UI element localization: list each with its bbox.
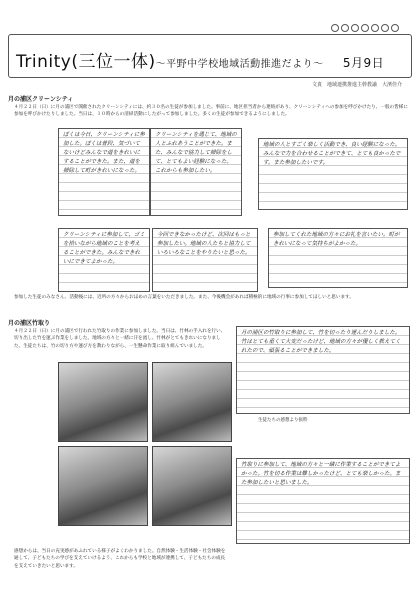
- comment-card-2-text: クリーンシティを通じて、地域の人とふれあうことができた。また、みんなで協力して掃除をして、とてもよい経験になった。これからも参加したい。: [155, 132, 237, 174]
- comment-card-3-text: 地域の人とすごく楽しく活動でき、良い経験になった。みんなで力を合わせることができて、とても良かったです。また参加したいです。: [263, 142, 401, 166]
- section1-heading: 月の浦区クリーンシティ: [8, 96, 74, 103]
- comment-card-1: [58, 128, 150, 216]
- comment-card-6: [268, 228, 408, 288]
- comment-card-2: [150, 128, 242, 216]
- date-text: 5月9日: [342, 56, 385, 70]
- photo-bamboo-work-3: [58, 446, 148, 526]
- comment-card-1-text: ぼくは今日、クリーンシティに参加した。ぼくは普段、気づいてないけどみんなで道をきれいにすることができた。また、道を掃除して町がきれいになった。: [63, 132, 145, 174]
- bamboo-note: 生徒たちの感想より抜粋: [258, 418, 308, 423]
- section2-body: ４月２２日（日）に月の浦区で行われた竹取りの作業に参加しました。当日は、竹林の手入れを行い、切り出した竹を運ぶ作業をしました。地域の方々と一緒に汗を流し、竹林がとてもきれいになりました。生徒たちは、竹の切り方や運び方を教わりながら、一生懸命作業に取り組んでいました。: [14, 329, 226, 349]
- bamboo-comment-text: 月の浦区の竹取りに参加して、竹を切ったり運んだりしました。竹はとても重くて大変だったけど、地域の方々が優しく教えてくれたので、頑張ることができました。: [241, 330, 401, 354]
- bamboo-comment-2-text: 竹取りに参加して、地域の方々と一緒に作業することができてよかった。竹を切る作業は難しかったけど、とても楽しかった。また参加したいと思いました。: [241, 462, 401, 486]
- comment-card-5-text: 今回できなかったけど、次回はもっと参加したい。地域の人たちと協力していろいろなことをやりたいと思った。: [157, 232, 251, 256]
- issuer: 文責 地域連携推進主幹教諭 大濱佳介: [312, 82, 403, 88]
- comment-card-6-text: 参加してくれた地域の方々にお礼を言いたい。町がきれいになって気持ちがよかった。: [273, 232, 400, 247]
- section1-closing: 参加した生徒のみなさん、活動後には、近所の方々からおほめの言葉をいただきました。また、今後機会があれば積極的に地域の行事に参加してほしいと思います。: [14, 295, 354, 300]
- section2-closing: 感想からは、当日の充実感があふれている様子がよくわかりました。自然体験・生活体験・社会体験を通して、子どもたちの学びを支えていけるよう、これからも学校と地域が連携して、子どもたちの成長を支えていきたいと思います。: [14, 549, 226, 569]
- comment-card-4-text: クリーンシティに参加して、ゴミを拾いながら地域のことを考えることができた。みんなできれいにできてよかった。: [63, 232, 145, 265]
- header-ornament: [330, 24, 400, 32]
- title-text: Trinity(三位一体): [16, 52, 156, 72]
- page-title: [16, 47, 384, 72]
- photo-bamboo-work-1: [58, 362, 148, 442]
- section1-body: ４月２２日（日）に月の浦区で開催されたクリーンシティには、約３０名の生徒が参加しました。事前に、地区担当者から連絡があり、クリーンシティへの参加を呼びかけたり、一般の皆様に参加を呼びかけたりしました。当日は、１０時からの清掃活動にしたがって参加しました。多くの生徒が参加できるようにしました。: [14, 105, 408, 118]
- comment-card-4: [58, 228, 150, 292]
- bamboo-comment-card: [236, 326, 410, 414]
- photo-bamboo-work-4: [152, 446, 232, 526]
- comment-card-3: [258, 138, 408, 210]
- section2-heading: 月の浦区竹取り: [8, 320, 51, 327]
- photo-bamboo-work-2: [152, 362, 232, 442]
- subtitle-text: ～平野中学校地域活動推進だより～: [155, 59, 324, 70]
- bamboo-comment-card-2: [236, 458, 410, 544]
- comment-card-5: [152, 228, 258, 292]
